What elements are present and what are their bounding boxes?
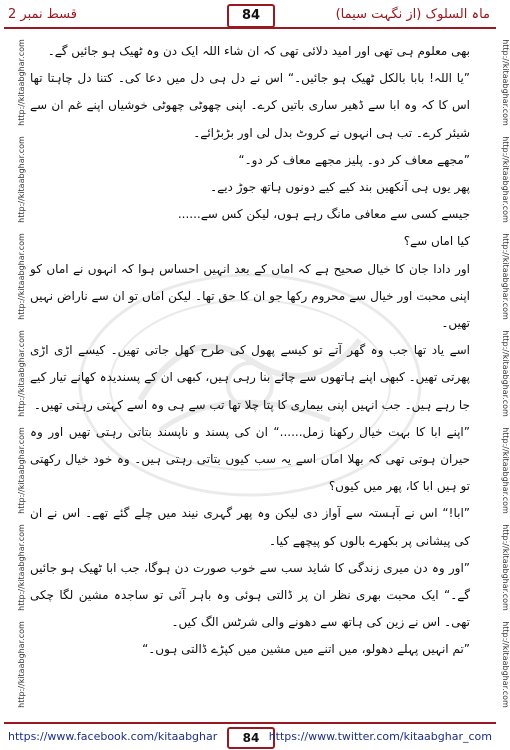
header-page-number: 84 (227, 4, 275, 28)
paragraph: بھی معلوم ہی تھی اور امید دلائی تھی کہ ان شاء اللہ ایک دن وہ ٹھیک ہو جائیں گے۔ (47, 44, 470, 58)
side-url-right: http://kitaabghar.com (500, 427, 510, 514)
side-url-left: http://kitaabghar.com (16, 621, 26, 708)
side-url-right: http://kitaabghar.com (500, 136, 510, 223)
side-url-left: http://kitaabghar.com (16, 233, 26, 320)
story-body (30, 38, 470, 664)
paragraph: ”ابا!“ اس نے آہستہ سے آواز دی لیکن وہ پھر گہری نیند میں چلے گئے تھے۔ اس نے ان کی پیشانی پر بکھرے بالوں کو پیچھے کیا۔ (30, 506, 470, 548)
paragraph: کیا اماں سے؟ (403, 234, 470, 249)
episode-label: قسط نمبر 2 (8, 7, 77, 22)
footer-page-number: 84 (227, 727, 275, 749)
facebook-link[interactable]: https://www.facebook.com/kitaabghar (8, 730, 218, 743)
page-footer (0, 722, 500, 750)
side-url-right: http://kitaabghar.com (500, 330, 510, 417)
header-divider (4, 27, 496, 29)
paragraph: ”تم انہیں پہلے دھولو، میں اتنے میں مشین میں کپڑے ڈالتی ہوں۔“ (142, 642, 470, 657)
footer-divider (4, 722, 496, 724)
side-url-left: http://kitaabghar.com (16, 524, 26, 611)
side-url-left: http://kitaabghar.com (16, 330, 26, 417)
paragraph: ”اور وہ دن میری زندگی کا شاید سب سے خوب صورت دن ہوگا، جب ابا ٹھیک ہو جائیں گے۔“ ایک محبت بھری نظر ان پر ڈالتی ہوئی وہ باہر آئی تو ساجدہ مشین لگا چکی تھی۔ اس نے زین کی ہاتھ سے دھونے والی شرٹس الگ کیں۔ (30, 560, 470, 630)
paragraph: ”اپنے ابا کا بہت خیال رکھنا زمل......“ ان کی پسند و ناپسند بتاتی رہتی تھیں اور وہ حیران ہوتی تھی کہ بھلا اماں اسے یہ سب کیوں بتاتی رہتی ہیں۔ وہ خود خیال رکھتی تو ہیں ابا کا، پھر میں کیوں؟ (30, 424, 470, 494)
side-url-right: http://kitaabghar.com (500, 39, 510, 126)
page-header (0, 0, 500, 30)
paragraph: جیسے کسی سے معافی مانگ رہے ہوں، لیکن کس سے...... (177, 207, 470, 222)
paragraph: ”مجھے معاف کر دو۔ پلیز مجھے معاف کر دو۔“ (238, 152, 470, 167)
story-title: ماہ السلوک (از نگہت سیما) (335, 7, 490, 22)
paragraph: اور دادا جان کا خیال صحیح ہے کہ اماں کے بعد انہیں احساس ہوا کہ انہوں نے اماں کو اپنی محبت اور خیال سے محروم رکھا جو ان کا حق تھا۔ لیکن اماں تو ان سے ناراض نہیں تھیں۔ (30, 261, 470, 331)
side-url-left: http://kitaabghar.com (16, 39, 26, 126)
paragraph: اسے یاد تھا جب وہ گھر آتے تو کیسے پھول کی طرح کھل جاتی تھیں۔ کیسے اڑی اڑی پھرتی تھیں۔ کبھی اپنے ہاتھوں سے چائے بنا رہی ہیں، کبھی ان کے پسندیدہ کھانے تیار کیے جا رہے ہیں۔ جب انہیں اپنی بیماری کا پتا چلا تھا تب سے ہی وہ اسے کہتی رہتی تھیں۔ (30, 343, 470, 412)
twitter-link[interactable]: https://www.twitter.com/kitaabghar_com (268, 730, 492, 743)
side-url-right: http://kitaabghar.com (500, 621, 510, 708)
paragraph: ”یا اللہ! بابا بالکل ٹھیک ہو جائیں۔“ اس نے دل ہی دل میں دعا کی۔ کتنا دل چاہتا تھا اس کا کہ وہ ابا سے ڈھیر ساری باتیں کرے۔ اپنی چھوٹی چھوٹی خوشیاں اپنے غم ان سے شیئر کرے۔ تب ہی انہوں نے کروٹ بدل لی اور بڑبڑائے۔ (30, 71, 470, 140)
side-url-left: http://kitaabghar.com (16, 427, 26, 514)
side-url-right: http://kitaabghar.com (500, 233, 510, 320)
paragraph: پھر یوں ہی آنکھیں بند کیے کیے دونوں ہاتھ جوڑ دیے۔ (210, 180, 470, 195)
side-url-right: http://kitaabghar.com (500, 524, 510, 611)
side-url-left: http://kitaabghar.com (16, 136, 26, 223)
